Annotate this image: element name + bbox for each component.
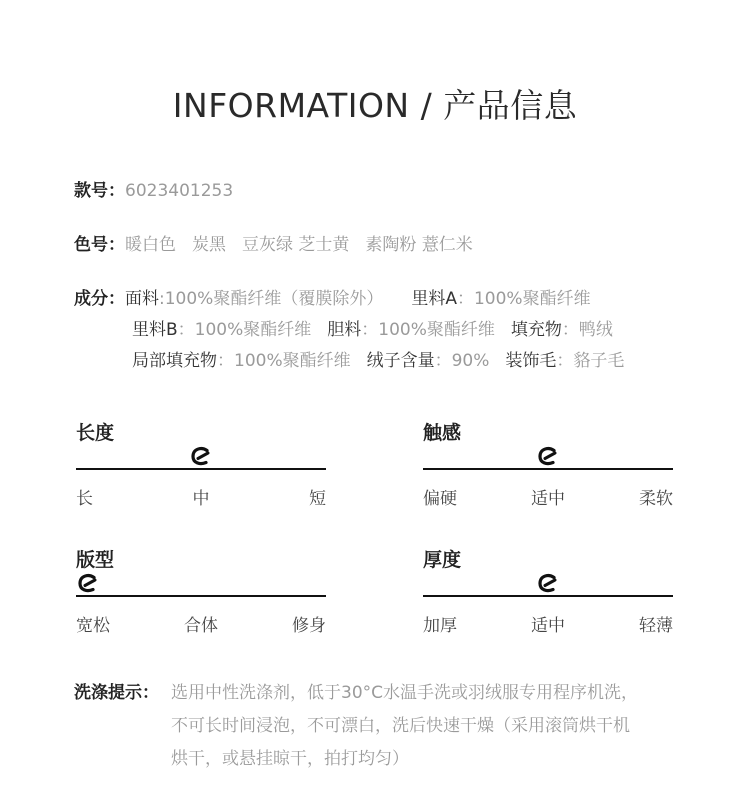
composition-item: 填充物：鸭绒 [510,320,613,340]
composition-item: 面料:100%聚酯纤维（覆膜除外） [125,289,384,309]
scale-line [76,468,326,470]
color-label: 色号： [74,235,125,255]
scale-tick: 短 [309,489,326,509]
length-scale-title: 长度 [76,422,115,444]
composition-item: 里料B：100%聚酯纤维 [132,320,312,340]
color-value: 素陶粉 [365,235,417,255]
scale-tick: 中 [192,489,210,509]
composition-row-2 [132,314,613,346]
fit-scale-title: 版型 [76,549,115,571]
length-scale [74,418,326,528]
touch-scale-title: 触感 [423,422,462,444]
touch-scale [421,418,673,528]
composition-item: 绒子含量：90% [366,351,490,371]
brand-logo-icon [189,444,213,468]
scale-tick: 偏硬 [423,489,457,509]
scale-tick: 修身 [292,616,326,636]
scale-tick: 合体 [184,616,218,636]
scale-tick: 适中 [531,616,565,636]
scale-line [423,595,673,597]
thickness-scale [421,545,673,655]
composition-item: 装饰毛：貉子毛 [505,351,625,371]
composition-item: 局部填充物：100%聚酯纤维 [132,351,351,371]
color-value: 暖白色 [125,235,176,255]
scale-tick: 轻薄 [639,616,673,636]
thickness-scale-title: 厚度 [423,549,462,571]
scale-tick: 长 [76,489,93,509]
care-line: 烘干，或悬挂晾干，拍打均匀） [171,749,409,769]
brand-logo-icon [536,444,560,468]
scale-line [76,595,326,597]
scale-tick: 适中 [531,489,565,509]
brand-logo-icon [76,571,100,595]
composition-row [74,283,591,315]
style-number-row [74,175,233,207]
color-value: 芝士黄 [298,235,350,255]
color-value: 薏仁米 [421,235,473,255]
page-title: INFORMATION / 产品信息 [172,86,578,125]
color-value: 豆灰绿 [242,235,293,255]
scale-tick: 柔软 [639,489,673,509]
composition-label: 成分： [74,289,125,309]
care-text [171,677,691,776]
scale-tick: 宽松 [76,616,110,636]
scale-line [423,468,673,470]
style-number-label: 款号： [74,181,125,201]
care-line: 不可长时间浸泡，不可漂白，洗后快速干燥（采用滚筒烘干机 [171,716,630,736]
scale-tick: 加厚 [423,616,457,636]
composition-row-3 [132,345,624,377]
brand-logo-icon [536,571,560,595]
composition-item: 胆料：100%聚酯纤维 [327,320,495,340]
fit-scale [74,545,326,655]
style-number-value: 6023401253 [125,181,234,201]
color-value: 炭黑 [192,235,226,255]
color-row [74,229,473,261]
care-line: 选用中性洗涤剂，低于30°C水温手洗或羽绒服专用程序机洗， [171,683,639,703]
composition-item: 里料A：100%聚酯纤维 [411,289,591,309]
care-label: 洗涤提示： [74,683,159,703]
